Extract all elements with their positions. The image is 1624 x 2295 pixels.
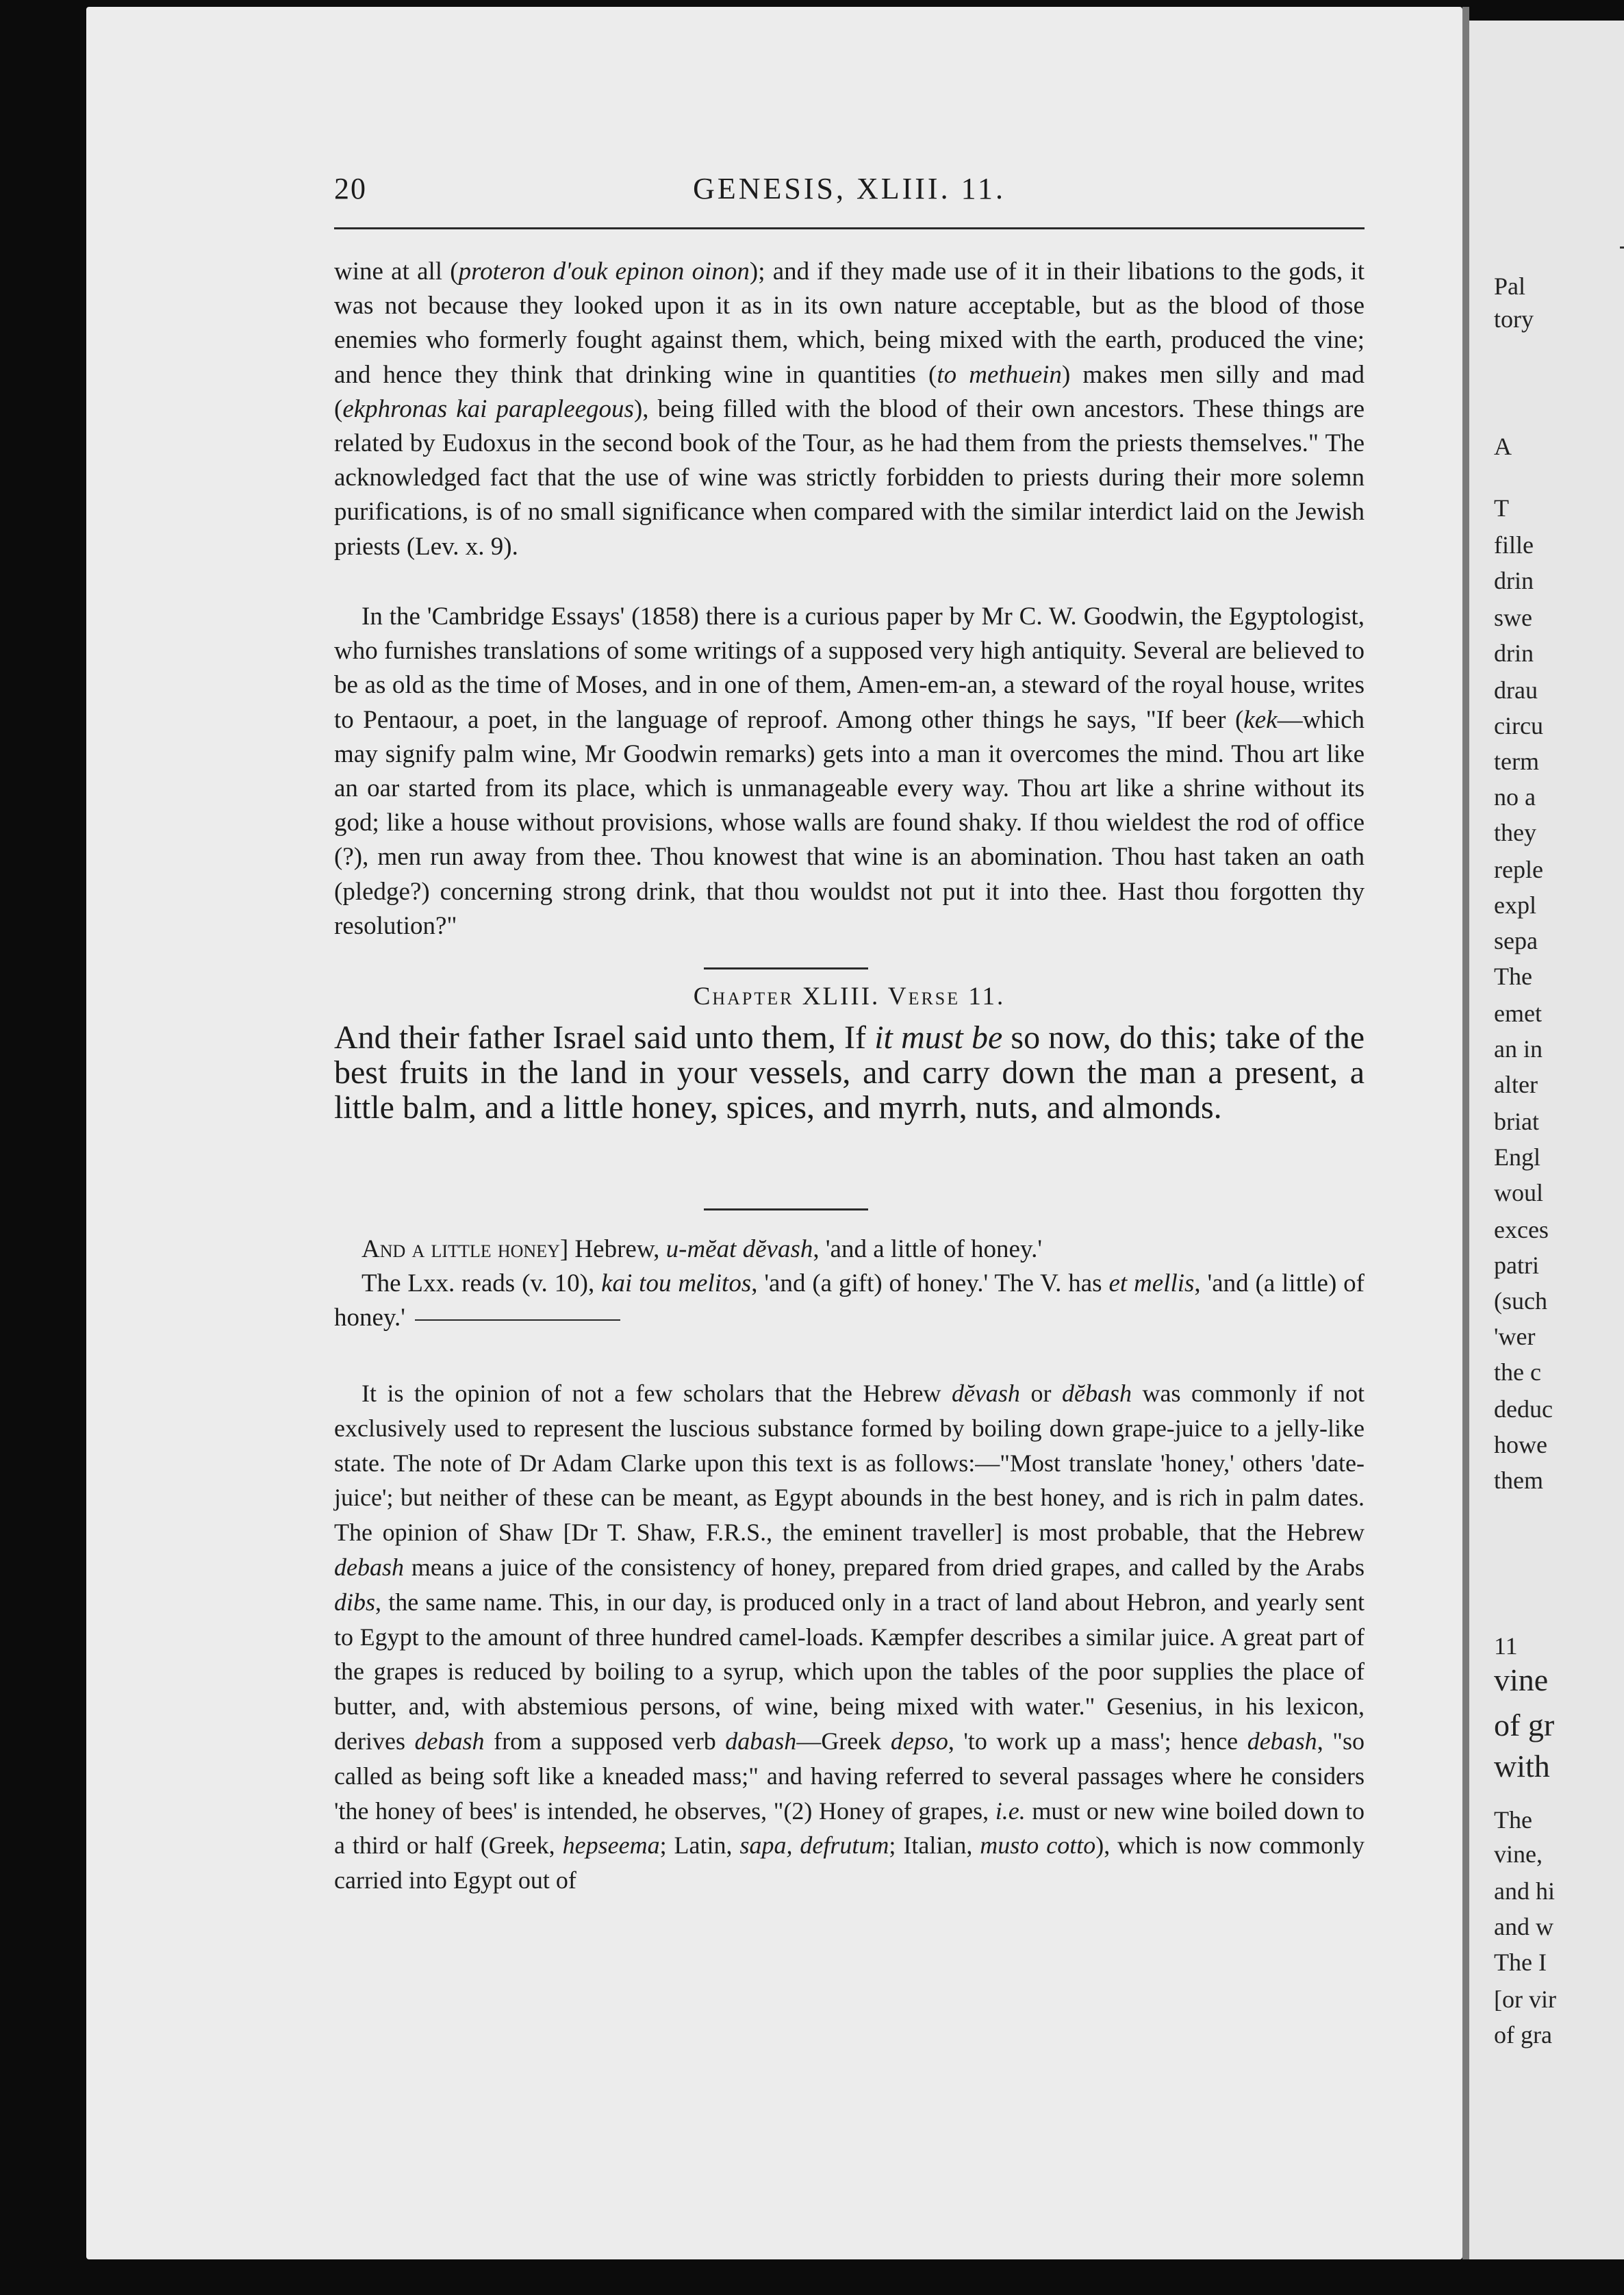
italic-term: dĕbash [1061, 1380, 1132, 1407]
greek-italic: to methuein [937, 360, 1062, 389]
facing-page-fragment: fille [1494, 531, 1534, 559]
facing-page-fragment: no a [1494, 783, 1536, 811]
facing-page-fragment: the c [1494, 1358, 1541, 1386]
facing-page-rule [1620, 246, 1624, 249]
text-run: In the 'Cambridge Essays' (1858) there is a curious paper by Mr C. W. Goodwin, the Egyptologist, who furnishes translations of some writings of a supposed very high antiquity. Several are believed to be as old as the time of Moses, and in one of them, Amen-em-an, a steward of the royal house, writes to Pentaour, a poet, in the language of reproof. Among other things he says, "If beer ( [334, 603, 1365, 734]
greek-italic: proteron d'ouk epinon oinon [458, 257, 750, 286]
facing-page-fragment: expl [1494, 891, 1536, 919]
chapter-verse-heading: Chapter XLIII. Verse 11. [693, 982, 1006, 1011]
facing-page-fragment: drin [1494, 639, 1534, 667]
facing-page-fragment: with [1494, 1749, 1550, 1784]
facing-page-fragment: of gra [1494, 2021, 1552, 2049]
text-run: means a juice of the consistency of honey, prepared from dried grapes, and called by the Arabs [404, 1553, 1365, 1581]
facing-page-fragment: drin [1494, 567, 1534, 594]
facing-page-fragment: of gr [1494, 1708, 1555, 1742]
paragraph-wine-libations [334, 255, 1365, 564]
facing-page-fragment: T [1494, 494, 1509, 522]
italic-term: sapa, defrutum [739, 1831, 889, 1860]
text-run: , "so called as being soft like a kneaded mass;" and having referred to several passages where he considers 'the honey of bees' is intended, he observes, "(2) Honey of grapes, [334, 1727, 1365, 1825]
text-run: The Lxx. reads (v. 10), [361, 1269, 602, 1297]
facing-page-fragment: (such [1494, 1287, 1547, 1315]
facing-page-fragment: tory [1494, 305, 1534, 333]
greek-italic: ekphronas kai parapleegous [342, 394, 634, 423]
hebrew-italic: u-mĕat dĕvash [665, 1235, 813, 1263]
facing-page-fragment: and hi [1494, 1877, 1555, 1905]
italic-term: hepseema [562, 1831, 660, 1860]
facing-page-fragment: woul [1494, 1179, 1543, 1206]
facing-page-fragment: vine, [1494, 1840, 1543, 1868]
paragraph-debash [334, 1376, 1365, 1898]
facing-page-fragment: 'wer [1494, 1323, 1536, 1350]
italic-term: dibs [334, 1588, 376, 1616]
paragraph-cambridge-essays [334, 600, 1365, 943]
text-run: , 'to work up a mass'; hence [948, 1727, 1247, 1755]
text-run: —which may signify palm wine, Mr Goodwin remarks) gets into a man it overcomes the mind. Thou art like an oar started from its place, which is unmanageable every way. Thou art like a shrine without its god; like a house without provisions, whose walls are found shaky. If thou wieldest the rod of office (?), men run away from thee. Thou knowest that wine is an abomination. Thou hast taken an oath (pledge?) concerning strong drink, that thou wouldst not put it into thee. Hast thou forgotten thy resolution?" [334, 705, 1365, 940]
header-rule [334, 227, 1365, 229]
facing-page-fragment: circu [1494, 712, 1543, 739]
text-run: —Greek [796, 1727, 891, 1755]
facing-page-fragment: deduc [1494, 1395, 1553, 1423]
facing-page-fragment: Pal [1494, 272, 1526, 300]
facing-page-fragment: patri [1494, 1252, 1539, 1279]
note-lemma: And a little honey [361, 1235, 560, 1263]
verse-run: so now, do this; take of the best fruits in the land in your vessels, and carry down the man a present, a little balm, and a little honey, spices, and myrrh, nuts, and almonds. [334, 1019, 1365, 1126]
italic-term: depso [890, 1727, 948, 1755]
facing-page-fragment: Engl [1494, 1143, 1540, 1171]
facing-page-fragment: briat [1494, 1108, 1539, 1135]
facing-page-fragment: 11 [1494, 1632, 1518, 1660]
text-run: ), being filled with the blood of their own ancestors. These things are related by Eudoxus in the second book of the Tour, as he had them from the priests themselves." The acknowledged fact that the use of wine was strictly forbidden to priests during their more solemn purifications, is of no small significance when compared with the similar interdict laid on the Jewish priests (Lev. x. 9). [334, 394, 1365, 561]
verse-rule [704, 1208, 868, 1210]
facing-page-fragment: alter [1494, 1071, 1538, 1098]
italic-term: musto cotto [980, 1831, 1096, 1860]
facing-page-fragment: they [1494, 819, 1536, 846]
facing-page-fragment: them [1494, 1467, 1543, 1494]
italic-term: debash [334, 1553, 404, 1581]
text-run: ), which is now commonly carried into Egypt out of [334, 1831, 1365, 1894]
notes-block [334, 1232, 1365, 1335]
facing-page-fragment: The [1494, 1806, 1532, 1834]
italic-term: debash [1247, 1727, 1317, 1755]
page-header [334, 171, 1365, 212]
facing-page-fragment: The I [1494, 1949, 1547, 1976]
facing-page-fragment: exces [1494, 1216, 1549, 1243]
italic-term: debash [414, 1727, 485, 1755]
text-run: ] Hebrew, [559, 1235, 666, 1263]
facing-page-fragment: sepa [1494, 927, 1538, 954]
facing-page-fragment: an in [1494, 1035, 1543, 1063]
text-run: was commonly if not exclusively used to represent the luscious substance formed by boiling down grape-juice to a jelly-like state. The note of Dr Adam Clarke upon this text is as follows:—"Most translate 'honey,' others 'date-juice'; but neither of these can be meant, as Egypt abounds in the best honey, and is rich in palm dates. The opinion of Shaw [Dr T. Shaw, F.R.S., the eminent traveller] is most probable, that the Hebrew [334, 1380, 1365, 1547]
latin-italic: et mellis [1108, 1269, 1195, 1297]
facing-page-fragment: howe [1494, 1431, 1547, 1458]
italic-term: i.e. [995, 1797, 1026, 1825]
facing-page-fragment: term [1494, 748, 1539, 775]
facing-page [1469, 21, 1624, 2259]
running-title: GENESIS, XLIII. 11. [693, 172, 1006, 205]
text-run: , 'and a little of honey.' [813, 1235, 1042, 1263]
facing-page-fragment: drau [1494, 676, 1538, 704]
verse-italic: it must be [874, 1019, 1003, 1056]
text-run: wine at all ( [334, 257, 459, 286]
page-number: 20 [334, 172, 367, 205]
facing-page-fragment: vine [1494, 1662, 1549, 1697]
text-run: must or new wine boiled down to a third or half (Greek, [334, 1797, 1365, 1860]
italic-term: dĕvash [951, 1380, 1020, 1407]
verse-run: And their father Israel said unto them, If [334, 1019, 875, 1056]
greek-italic: kai tou melitos [601, 1269, 752, 1297]
text-run: from a supposed verb [484, 1727, 726, 1755]
italic-word: kek [1243, 705, 1278, 734]
text-run: ) makes men silly and mad ( [334, 360, 1365, 423]
page-gutter [1462, 7, 1469, 2259]
text-run: or [1019, 1380, 1062, 1407]
facing-page-fragment: and w [1494, 1913, 1553, 1940]
facing-page-fragment: The [1494, 963, 1532, 990]
text-run: ; Latin, [659, 1831, 740, 1860]
facing-page-fragment: [or vir [1494, 1986, 1556, 2013]
text-run: , 'and (a little) of honey.' [334, 1269, 1365, 1332]
verse-text [334, 1020, 1365, 1125]
facing-page-fragment: reple [1494, 856, 1543, 883]
section-rule [704, 967, 868, 969]
text-run: It is the opinion of not a few scholars that the Hebrew [361, 1380, 952, 1407]
text-run: ); and if they made use of it in their libations to the gods, it was not because they looked upon it as in its own nature acceptable, but as the blood of those enemies who formerly fought against them, which, being mixed with the earth, produced the vine; and hence they think that drinking wine in quantities ( [334, 257, 1365, 389]
note-rule [415, 1319, 620, 1321]
italic-term: dabash [725, 1727, 797, 1755]
facing-page-fragment: emet [1494, 1000, 1542, 1027]
text-run: , 'and (a gift) of honey.' The V. has [751, 1269, 1109, 1297]
facing-page-fragment: swe [1494, 604, 1532, 631]
text-run: , the same name. This, in our day, is produced only in a tract of land about Hebron, and yearly sent to Egypt to the amount of three hundred camel-loads. Kæmpfer describes a similar juice. A great part of the grapes is reduced by boiling to a syrup, which upon the tables of the poor supplies the place of butter, and, with abstemious persons, of wine, being mixed with water." Gesenius, in his lexicon, derives [334, 1588, 1365, 1755]
text-run: ; Italian, [889, 1831, 980, 1860]
facing-page-fragment: A [1494, 433, 1512, 460]
